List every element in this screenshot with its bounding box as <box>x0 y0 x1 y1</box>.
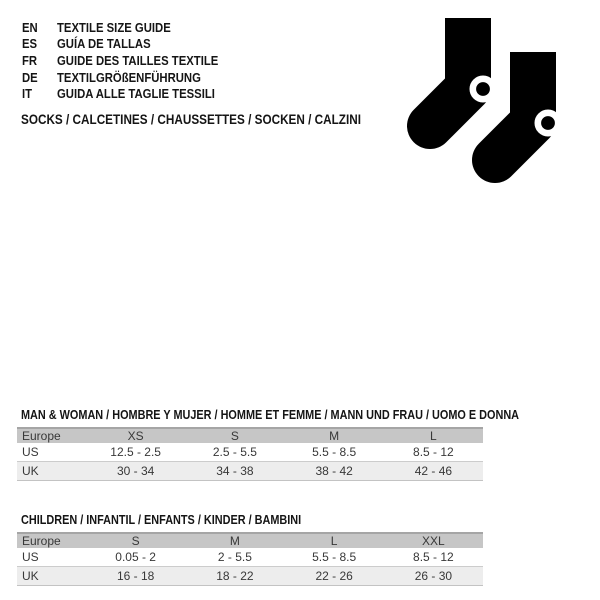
table-row-us <box>17 548 483 567</box>
language-title: GUIDA ALLE TAGLIE TESSILI <box>57 86 215 102</box>
size-cell: 34 - 38 <box>216 463 254 478</box>
size-table-adults <box>17 427 483 481</box>
language-row-es <box>22 36 242 53</box>
language-code: EN <box>22 19 38 35</box>
table-title-children-text: CHILDREN / INFANTIL / ENFANTS / KINDER / BAMBINI <box>21 513 302 527</box>
socks-icon <box>405 18 563 186</box>
size-cell: 8.5 - 12 <box>413 550 454 564</box>
header-row <box>17 428 483 443</box>
language-title: GUIDE DES TAILLES TEXTILE <box>57 52 219 68</box>
size-cell: 30 - 34 <box>116 463 155 478</box>
language-row-it <box>22 85 242 102</box>
header-cell-size: S <box>230 429 239 443</box>
language-row-fr <box>22 52 242 69</box>
category-heading-text: SOCKS / CALCETINES / CHAUSSETTES / SOCKEN / CALZINI <box>21 112 361 127</box>
header-cell-size: XXL <box>422 534 445 548</box>
language-code: FR <box>22 52 38 68</box>
table-row-uk <box>17 462 483 481</box>
region-cell: UK <box>22 568 39 583</box>
size-cell: 38 - 42 <box>315 463 353 478</box>
size-cell: 26 - 30 <box>414 568 453 583</box>
size-cell: 22 - 26 <box>315 568 353 583</box>
language-row-en <box>22 19 242 36</box>
language-code: DE <box>22 69 38 85</box>
region-cell: UK <box>22 463 39 478</box>
size-cell: 5.5 - 8.5 <box>312 550 357 564</box>
table-title-children <box>21 513 343 528</box>
table-title-adults-text: MAN & WOMAN / HOMBRE Y MUJER / HOMME ET FEMME / MANN UND FRAU / UOMO E DONNA <box>21 408 520 422</box>
header-cell-size: L <box>330 534 338 548</box>
sock-right-icon <box>495 52 558 160</box>
sock-foot <box>430 88 468 126</box>
language-title: TEXTILGRÖßENFÜHRUNG <box>57 69 201 85</box>
size-table-children <box>17 532 483 586</box>
size-cell: 42 - 46 <box>414 463 453 478</box>
language-title: GUÍA DE TALLAS <box>57 36 151 52</box>
header-cell-size: S <box>131 534 140 548</box>
sock-left-icon <box>430 18 493 126</box>
header-cell-size: M <box>229 534 240 548</box>
header-cell-region: Europe <box>22 429 61 443</box>
size-cell: 5.5 - 8.5 <box>312 445 357 459</box>
sock-foot <box>495 122 533 160</box>
language-row-de <box>22 69 242 86</box>
size-cell: 8.5 - 12 <box>413 445 454 459</box>
size-cell: 2 - 5.5 <box>217 550 252 564</box>
size-cell: 0.05 - 2 <box>115 550 156 564</box>
language-code: ES <box>22 36 38 52</box>
size-cell: 16 - 18 <box>116 568 155 583</box>
header-cell-size: M <box>329 429 340 443</box>
header-cell-size: XS <box>127 429 144 443</box>
category-heading <box>21 112 412 127</box>
size-cell: 12.5 - 2.5 <box>110 445 161 459</box>
region-cell: US <box>22 550 39 564</box>
size-cell: 18 - 22 <box>216 568 254 583</box>
language-code: IT <box>22 86 33 102</box>
table-header-adults <box>17 428 483 443</box>
table-row-uk <box>17 567 483 586</box>
table-title-adults <box>21 408 593 423</box>
header-cell-region: Europe <box>22 534 61 548</box>
language-title: TEXTILE SIZE GUIDE <box>57 19 171 35</box>
header-cell-size: L <box>430 429 437 443</box>
header-row <box>17 533 483 548</box>
table-row-us <box>17 443 483 462</box>
table-header-children <box>17 533 483 548</box>
region-cell: US <box>22 445 39 459</box>
language-list <box>22 19 242 102</box>
size-cell: 2.5 - 5.5 <box>212 445 257 459</box>
